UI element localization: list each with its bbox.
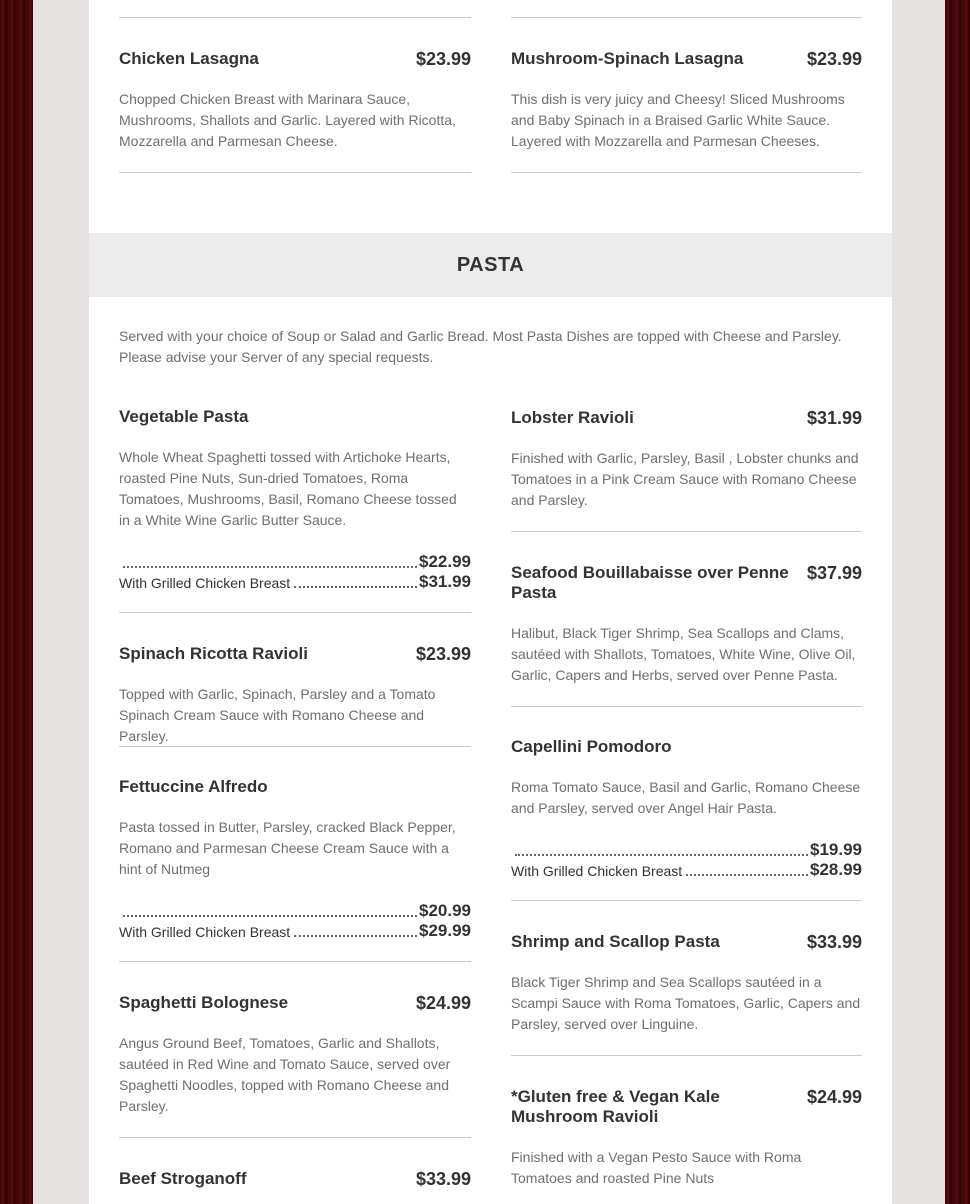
item-price: $23.99	[415, 49, 471, 69]
divider	[119, 746, 471, 747]
item-price: $22.99	[419, 552, 471, 571]
dot-leader	[686, 873, 808, 876]
divider	[511, 17, 862, 18]
item-description: Roma Tomato Sauce, Basil and Garlic, Romano Cheese and Parsley, served over Angel Hair Pasta.	[511, 779, 861, 816]
menu-item	[119, 49, 471, 152]
item-price: $31.99	[806, 408, 862, 428]
item-name: Lobster Ravioli	[511, 408, 634, 427]
item-description: Halibut, Black Tiger Shrimp, Sea Scallops and Clams, sautéed with Shallots, Tomatoes, White Wine, Olive Oil, Garlic, Capers and Herbs, served over Penne Pasta.	[511, 625, 856, 683]
item-name: Capellini Pomodoro	[511, 737, 672, 756]
item-description: Black Tiger Shrimp and Sea Scallops sautéed in a Scampi Sauce with Roma Tomatoes, Garlic, Capers and Parsley, served over Linguine.	[511, 974, 861, 1032]
item-name: Spinach Ricotta Ravioli	[119, 644, 308, 663]
menu-item	[511, 1087, 862, 1189]
price-row	[511, 860, 862, 880]
item-description: Pasta tossed in Butter, Parsley, cracked Black Pepper, Romano and Parmesan Cheese Cream Sauce with a hint of Nutmeg	[119, 819, 456, 877]
dot-leader	[294, 585, 417, 588]
item-description: Angus Ground Beef, Tomatoes, Garlic and Shallots, sautéed in Red Wine and Tomato Sauce, served over Spaghetti Noodles, topped with Romano Cheese and Parsley.	[119, 1035, 451, 1114]
price-label: With Grilled Chicken Breast	[119, 575, 291, 591]
item-price: $24.99	[806, 1087, 862, 1107]
item-description: Whole Wheat Spaghetti tossed with Artichoke Hearts, roasted Pine Nuts, Sun-dried Tomatoes, Roma Tomatoes, Mushrooms, Basil, Romano Cheese tossed in a White Wine Garlic Butter Sauce.	[119, 449, 457, 528]
menu-item	[119, 1169, 471, 1191]
dot-leader	[123, 914, 417, 917]
divider	[119, 17, 471, 18]
item-price: $23.99	[806, 49, 862, 69]
divider	[119, 1137, 471, 1138]
item-price: $33.99	[415, 1169, 471, 1189]
divider	[119, 172, 471, 173]
item-price: $23.99	[415, 644, 471, 664]
menu-item	[511, 49, 862, 152]
section-header	[89, 233, 892, 297]
item-price: $19.99	[810, 840, 862, 859]
item-name: Shrimp and Scallop Pasta	[511, 932, 720, 951]
section-intro: Served with your choice of Soup or Salad and Garlic Bread. Most Pasta Dishes are topped with Cheese and Parsley. Please advise your Server of any special requests.	[119, 328, 842, 365]
item-description: Chopped Chicken Breast with Marinara Sauce, Mushrooms, Shallots and Garlic. Layered with Ricotta, Mozzarella and Parmesan Cheese.	[119, 91, 456, 149]
item-name: Mushroom-Spinach Lasagna	[511, 49, 744, 68]
item-name: Spaghetti Bolognese	[119, 993, 289, 1012]
divider	[511, 900, 862, 901]
item-name: *Gluten free & Vegan Kale Mushroom Ravioli	[511, 1087, 720, 1126]
item-description: Finished with a Vegan Pesto Sauce with Roma Tomatoes and roasted Pine Nuts	[511, 1149, 802, 1186]
dot-leader	[123, 565, 417, 568]
price-label: With Grilled Chicken Breast	[511, 863, 683, 879]
menu-item	[511, 408, 862, 511]
divider	[511, 172, 862, 173]
item-description: Topped with Garlic, Spinach, Parsley and a Tomato Spinach Cream Sauce with Romano Cheese and Parsley.	[119, 686, 436, 744]
item-name: Chicken Lasagna	[119, 49, 259, 68]
price-label: With Grilled Chicken Breast	[119, 924, 291, 940]
menu-item	[119, 407, 471, 592]
price-row	[119, 572, 471, 592]
item-price: $29.99	[419, 921, 471, 940]
menu-item	[511, 932, 862, 1035]
divider	[511, 1055, 862, 1056]
dot-leader	[515, 853, 808, 856]
item-description: Finished with Garlic, Parsley, Basil , Lobster chunks and Tomatoes in a Pink Cream Sauce with Romano Cheese and Parsley.	[511, 450, 859, 508]
price-list	[119, 901, 471, 941]
divider	[119, 961, 471, 962]
item-price: $31.99	[419, 572, 471, 591]
item-name: Seafood Bouillabaisse over Penne Pasta	[511, 563, 789, 602]
section-title: PASTA	[456, 254, 525, 276]
price-row	[119, 552, 471, 572]
divider	[511, 706, 862, 707]
menu-item	[511, 563, 862, 686]
item-price: $28.99	[810, 860, 862, 879]
item-description: This dish is very juicy and Cheesy! Sliced Mushrooms and Baby Spinach in a Braised Garlic White Sauce. Layered with Mozzarella and Parmesan Cheeses.	[511, 91, 845, 149]
price-row	[511, 840, 862, 860]
item-price: $20.99	[419, 901, 471, 920]
menu-item	[119, 993, 471, 1117]
dot-leader	[294, 934, 417, 937]
item-name: Beef Stroganoff	[119, 1169, 247, 1188]
price-row	[119, 901, 471, 921]
item-price: $24.99	[415, 993, 471, 1013]
divider	[119, 612, 471, 613]
price-list	[119, 552, 471, 592]
price-row	[119, 921, 471, 941]
item-price: $37.99	[806, 563, 862, 583]
item-name: Fettuccine Alfredo	[119, 777, 268, 796]
menu-item	[119, 777, 471, 941]
item-name: Vegetable Pasta	[119, 407, 249, 426]
item-price: $33.99	[806, 932, 862, 952]
divider	[511, 531, 862, 532]
menu-item	[511, 737, 862, 880]
price-list	[511, 840, 862, 880]
menu-item	[119, 644, 471, 747]
